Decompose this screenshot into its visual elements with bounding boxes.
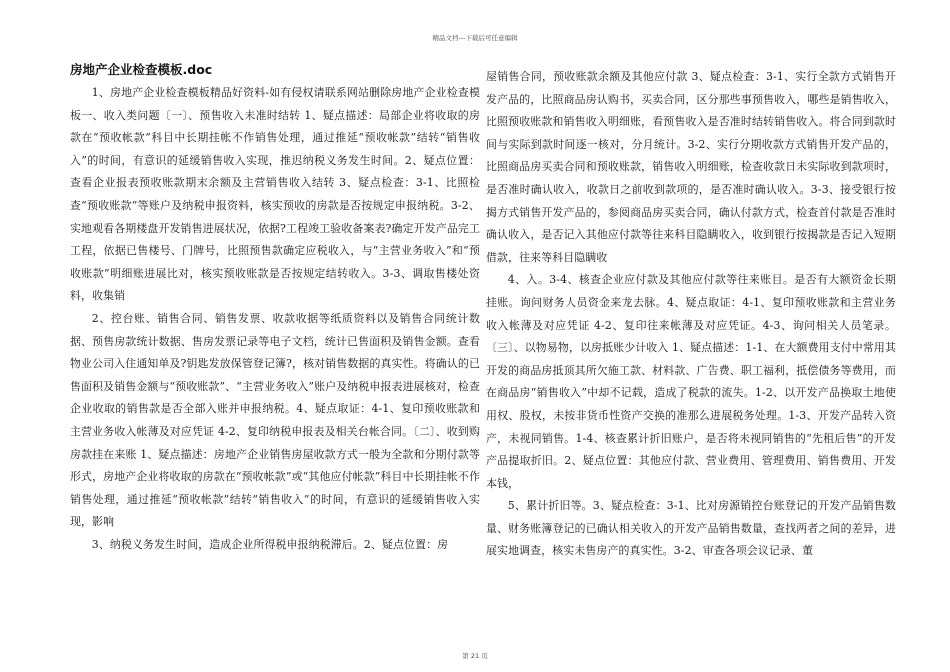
body-paragraph: 3、纳税义务发生时间，造成企业所得税申报纳税滞后。2、疑点位置：房 [91,537,449,551]
body-paragraph: 2、控台账、销售合同、销售发票、收款收据等纸质资料以及销售合同统计数据、预售房款统计数据、售房发票记录等电子文档，统计已售面积及销售金额。查看物业公司入住通知单及?钥匙发放保管登记簿?，核对销售数据的真实性。将确认的已售面积及销售金额与“预收账款”、“主营业务收入”账户及纳税申报表进展核对，检查企业收取的销售款是否全部入账并申报纳税。4、疑点取证：4-1、复印预收账款和主营业务收入帐薄及对应凭证 4-2、复印纳税申报表及相关台帐合同。〔二〕、收到购房款挂在来账 1、疑点描述：房地产企业销售房屋收款方式一般为全款和分期付款等形式，房地产企业将收取的房款在“预收帐款”或“其他应付帐款”科目中长期挂帐不作销售处理，通过推延“预收帐款”结转“销售收入”的时间，有意识的延缓销售收入实现，影响 [70,311,480,529]
body-paragraph: 1、房地产企业检查模板精品好资料-如有侵权请联系网站删除房地产企业检查模板一、收入类问题〔一〕、预售收入未准时结转 1、疑点描述：局部企业将收取的房款在“预收帐款”科目中长期挂帐不作销售处理，通过推延“预收帐款”结转“销售收入”的时间，有意识的延缓销售收入实现，推迟纳税义务发生时间。2、疑点位置：查看企业报表预收账款期末余额及主营销售收入结转 3、疑点检查：3-1、比照检查“预收账款”等账户及纳税申报资料，核实预收的房款是否按规定申报纳税。3-2、实地观看各期楼盘开发销售进展状况，依据?工程竣工验收备案表?确定开发产品完工工程，依据已售楼号、门牌号，比照预售款确定应税收入，与“主营业务收入”和“预收账款”明细账进展比对，核实预收账款是否按规定结转收入。3-3、调取售楼处资料，收集销 [70,86,480,303]
right-column [486,66,896,646]
body-paragraph: 5、累计折旧等。3、疑点检查：3-1、比对房源销控台账登记的开发产品销售数量、财务账簿登记的已确认相关收入的开发产品销售数量，查找两者之间的差异，进展实地调查，核实未售房产的真实性。3-2、审查各项会议记录、董 [486,499,896,558]
body-paragraph: 屋销售合同，预收账款余额及其他应付款 3、疑点检查：3-1、实行全款方式销售开发产品的，比照商品房认购书，买卖合同，区分那些事预售收入，哪些是销售收入，比照预收账款和销售收入明细账，看预售收入是否准时结转销售收入。将合同到款时间与实际到款时间逐一核对，分月统计。3-2、实行分期收款方式销售开发产品的，比照商品房买卖合同和预收账款，销售收入明细账，检查收款日未实际收到款项时，是否准时确认收入，收款日之前收到款项的，是否准时确认收入。3-3、接受银行按揭方式销售开发产品的，参阅商品房买卖合同，确认付款方式，检查首付款是否准时确认收入，是否记入其他应付款等往来科目隐瞒收入，收到银行按揭款是否记入短期借款，往来等科目隐瞒收 [486,70,896,264]
page-number: 第 21 页 [462,652,488,660]
left-column [70,62,480,642]
page-header: 精品文档---下载后可任意编辑 [432,34,518,42]
document-title: 房地产企业检查模板.doc [70,62,213,77]
body-paragraph: 4、入。3-4、核查企业应付款及其他应付款等往来账目。是否有大额资金长期挂账。询问财务人员资金来龙去脉。4、疑点取证：4-1、复印预收账款和主营业务收入帐薄及对应凭证 4-2、复印往来帐薄及对应凭证。4-3、询问相关人员笔录。〔三〕、以物易物，以房抵账少计收入 1、疑点描述：1-1、在大额费用支付中常用其开发的商品房抵顶其所欠施工款、材料款、广告费、职工福利，抵偿债务等费用，而在商品房“销售收入”中却不记载，造成了税款的流失。1-2、以开发产品换取土地使用权、股权，未按非货币性资产交换的准那么进展税务处理。1-3、开发产品转入资产，未视同销售。1-4、核查累计折旧账户，是否将未视同销售的“先租后售”的开发产品提取折旧。2、疑点位置：其他应付款、营业费用、管理费用、销售费用、开发本钱， [486,273,896,490]
